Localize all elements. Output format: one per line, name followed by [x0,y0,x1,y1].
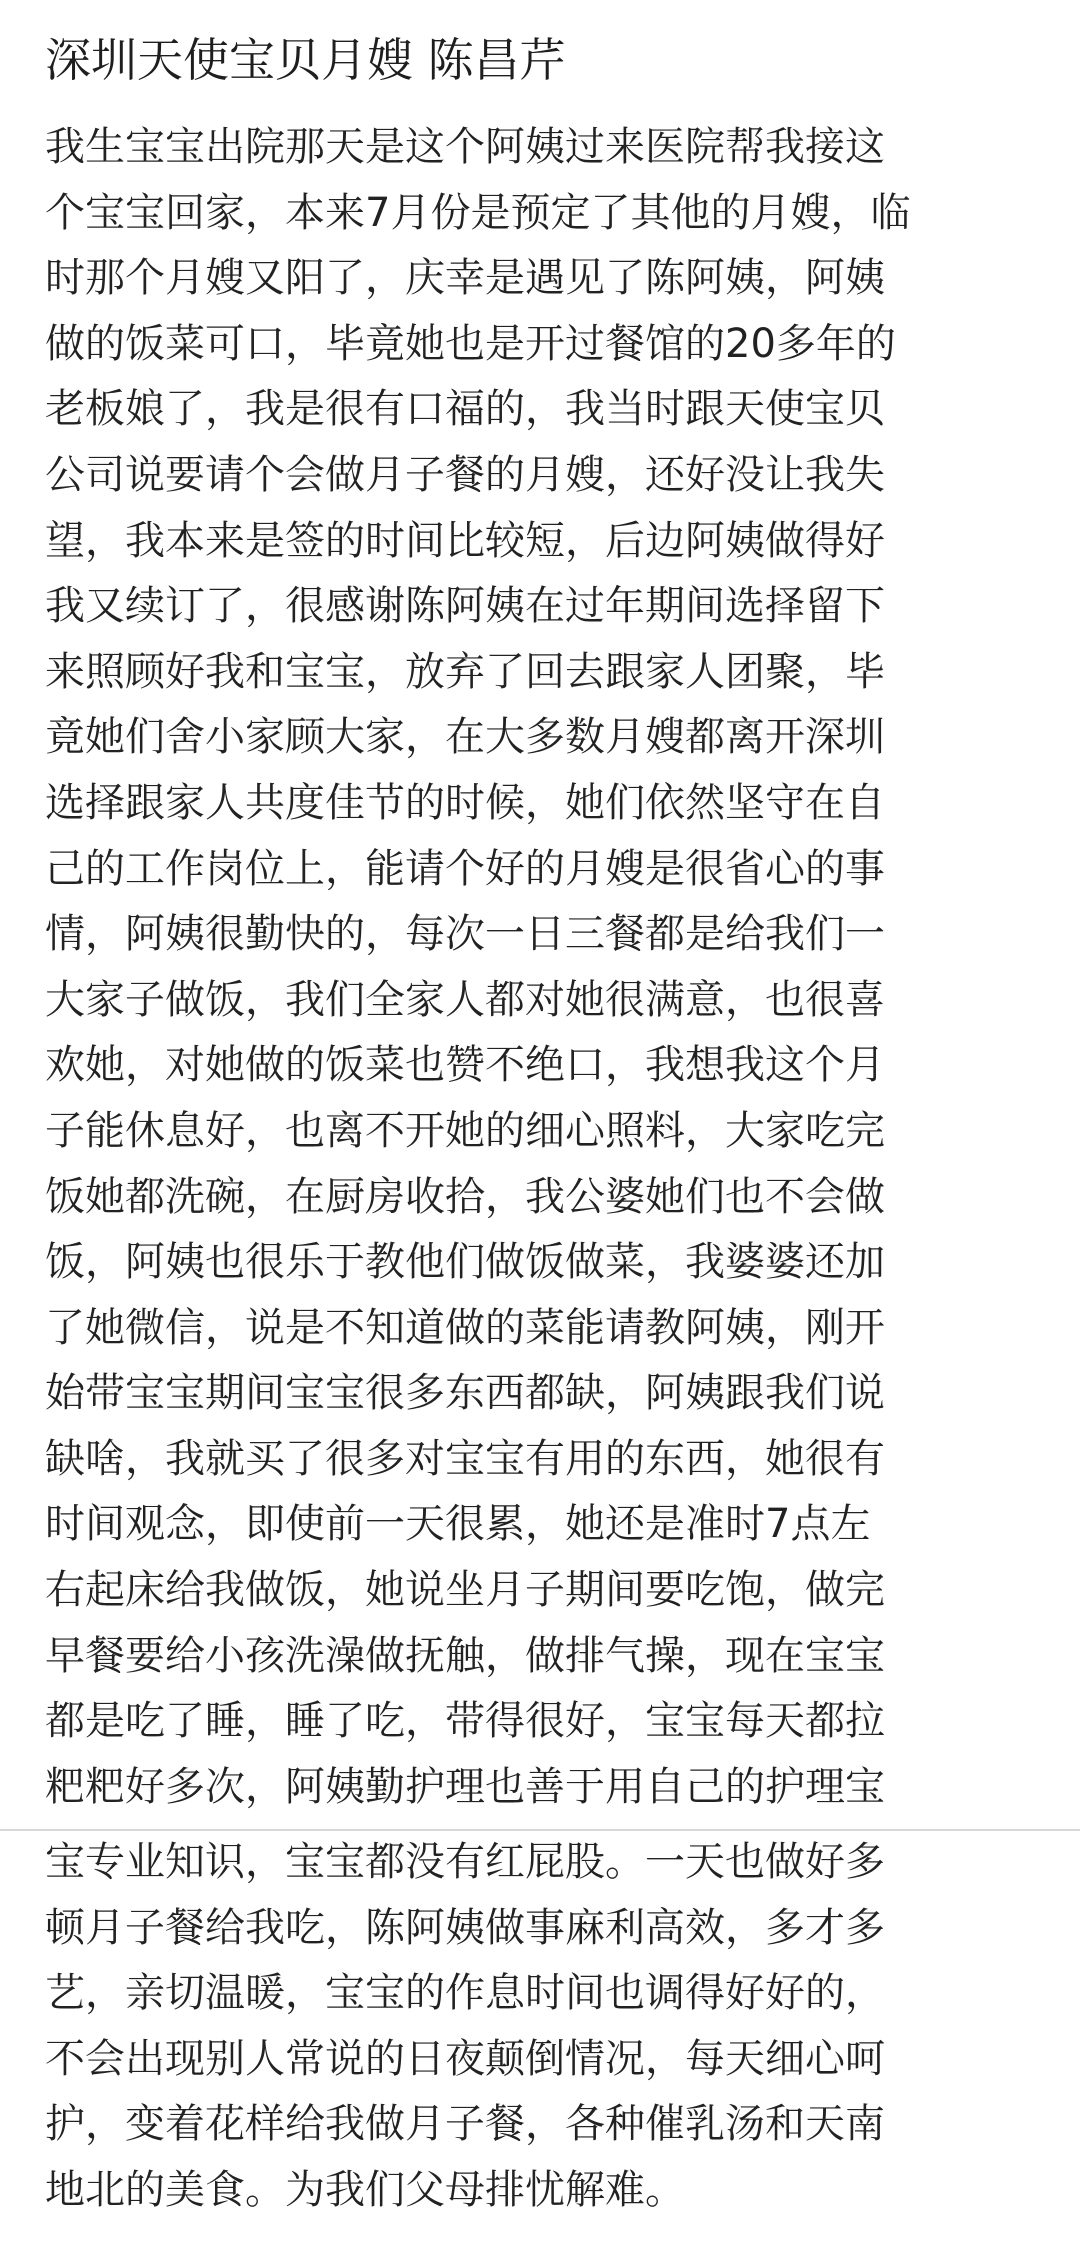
text-line: 老板娘了，我是很有口福的，我当时跟天使宝贝 [45,386,885,433]
text-line: 始带宝宝期间宝宝很多东西都缺，阿姨跟我们说 [45,1370,885,1417]
text-line: 望，我本来是签的时间比较短，后边阿姨做得好 [45,517,885,564]
text-line: 右起床给我做饭，她说坐月子期间要吃饱，做完 [45,1567,885,1614]
text-line: 时间观念，即使前一天很累，她还是准时7点左 [45,1501,871,1548]
text-line: 时那个月嫂又阳了，庆幸是遇见了陈阿姨，阿姨 [45,255,885,302]
text-line: 护，变着花样给我做月子餐，各种催乳汤和天南 [45,2101,885,2148]
text-line: 艺，亲切温暖，宝宝的作息时间也调得好好的， [45,1970,885,2017]
text-line: 饭她都洗碗，在厨房收拾，我公婆她们也不会做 [45,1173,885,1220]
text-line: 顿月子餐给我吃，陈阿姨做事麻利高效，多才多 [45,1904,885,1951]
page-title: 深圳天使宝贝月嫂 陈昌芹 [45,33,566,87]
text-line: 饭，阿姨也很乐于教他们做饭做菜，我婆婆还加 [45,1239,885,1286]
text-line: 欢她，对她做的饭菜也赞不绝口，我想我这个月 [45,1042,885,1089]
text-line: 地北的美食。为我们父母排忧解难。 [45,2166,685,2213]
text-line: 早餐要给小孩洗澡做抚触，做排气操，现在宝宝 [45,1632,885,1679]
review-text-part-1 [45,115,1045,1820]
text-line: 粑粑好多次，阿姨勤护理也善于用自己的护理宝 [45,1763,885,1810]
review-text-part-2 [45,1830,1045,2224]
text-line: 来照顾好我和宝宝，放弃了回去跟家人团聚，毕 [45,648,885,695]
text-line: 我生宝宝出院那天是这个阿姨过来医院帮我接这 [45,124,885,170]
text-line: 都是吃了睡，睡了吃，带得很好，宝宝每天都拉 [45,1698,885,1745]
text-line: 宝专业知识，宝宝都没有红屁股。一天也做好多 [45,1839,885,1885]
text-line: 缺啥，我就买了很多对宝宝有用的东西，她很有 [45,1435,885,1482]
text-line: 选择跟家人共度佳节的时候，她们依然坚守在自 [45,779,885,826]
text-line: 不会出现别人常说的日夜颠倒情况，每天细心呵 [45,2035,885,2082]
text-line: 公司说要请个会做月子餐的月嫂，还好没让我失 [45,451,885,498]
text-line: 己的工作岗位上，能请个好的月嫂是很省心的事 [45,845,885,892]
text-line: 情，阿姨很勤快的，每次一日三餐都是给我们一 [45,911,885,958]
text-line: 个宝宝回家，本来7月份是预定了其他的月嫂，临 [45,189,911,236]
text-line: 竟她们舍小家顾大家，在大多数月嫂都离开深圳 [45,714,885,761]
text-line: 做的饭菜可口，毕竟她也是开过餐馆的20多年的 [45,320,896,367]
text-line: 我又续订了，很感谢陈阿姨在过年期间选择留下 [45,583,885,630]
text-line: 了她微信，说是不知道做的菜能请教阿姨，刚开 [45,1304,885,1351]
text-line: 子能休息好，也离不开她的细心照料，大家吃完 [45,1107,885,1154]
text-line: 大家子做饭，我们全家人都对她很满意，也很喜 [45,976,885,1023]
